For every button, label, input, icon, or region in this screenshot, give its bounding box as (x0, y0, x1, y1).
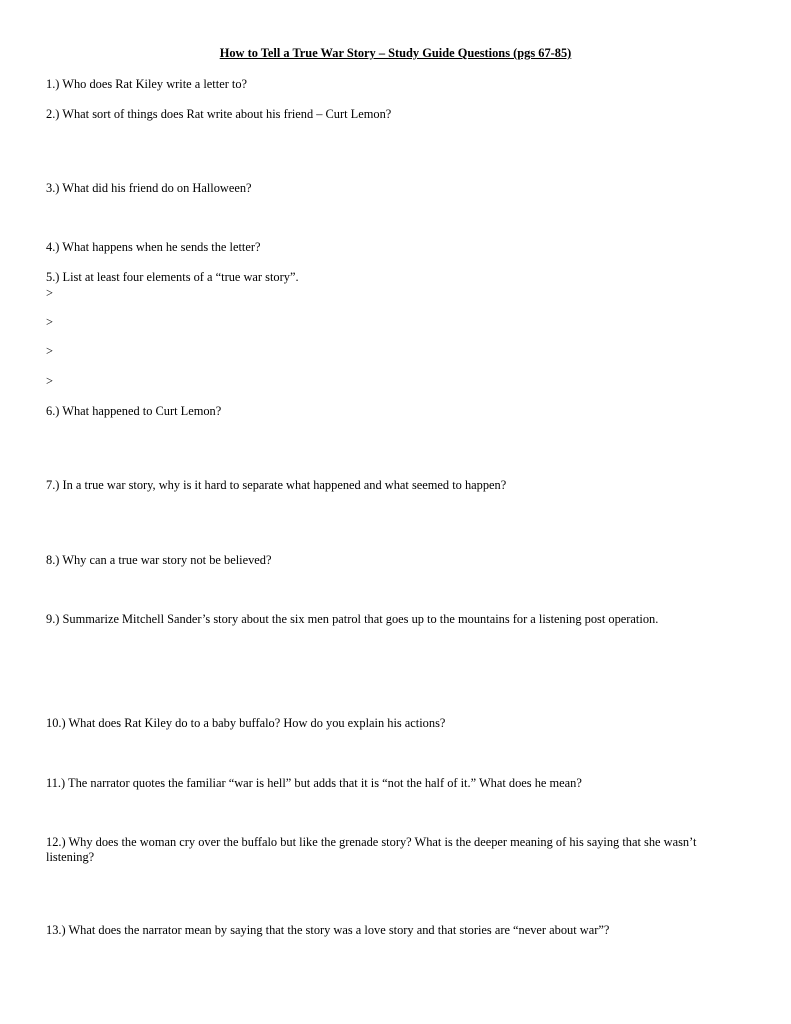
list-marker: > (46, 286, 53, 300)
question-1: 1.) Who does Rat Kiley write a letter to? (46, 77, 248, 91)
list-marker: > (46, 344, 53, 358)
question-11: 11.) The narrator quotes the familiar “war is hell” but adds that it is “not the half of it.” What does he mean? (46, 776, 582, 790)
question-6: 6.) What happened to Curt Lemon? (46, 404, 222, 418)
question-10: 10.) What does Rat Kiley do to a baby buffalo? How do you explain his actions? (46, 716, 446, 730)
question-5: 5.) List at least four elements of a “true war story”. (46, 270, 299, 284)
question-4: 4.) What happens when he sends the letter? (46, 240, 261, 254)
question-8: 8.) Why can a true war story not be believed? (46, 553, 272, 567)
page-title: How to Tell a True War Story – Study Guide Questions (pgs 67-85) (219, 46, 572, 60)
question-13: 13.) What does the narrator mean by saying that the story was a love story and that stories are “never about war”? (46, 923, 610, 937)
question-12: 12.) Why does the woman cry over the buffalo but like the grenade story? What is the deeper meaning of his saying that she wasn’t listening? (46, 835, 697, 864)
question-9: 9.) Summarize Mitchell Sander’s story about the six men patrol that goes up to the mountains for a listening post operation. (46, 612, 659, 626)
question-7: 7.) In a true war story, why is it hard to separate what happened and what seemed to happen? (46, 478, 507, 492)
question-3: 3.) What did his friend do on Halloween? (46, 181, 252, 195)
question-2: 2.) What sort of things does Rat write about his friend – Curt Lemon? (46, 107, 392, 121)
list-marker: > (46, 374, 53, 388)
list-marker: > (46, 315, 53, 329)
